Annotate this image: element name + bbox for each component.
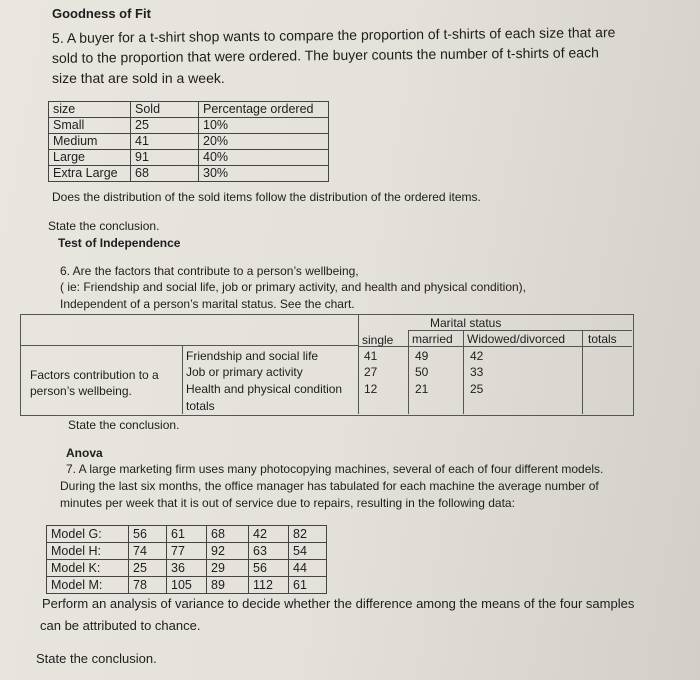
cell-value: 89 — [207, 577, 249, 594]
header-sold: Sold — [131, 102, 199, 118]
header-percentage: Percentage ordered — [199, 102, 329, 118]
cell-model: Model K: — [47, 560, 129, 577]
cell-value: 56 — [129, 526, 167, 543]
cell-value: 54 — [289, 543, 327, 560]
table-divider — [408, 330, 409, 414]
cell-model: Model H: — [47, 543, 129, 560]
cell-value: 25 — [129, 560, 167, 577]
cell-value: 36 — [167, 560, 207, 577]
cell-value: 112 — [249, 577, 289, 594]
cell-value: 78 — [129, 577, 167, 594]
section-title-goodness-of-fit: Goodness of Fit — [52, 6, 151, 21]
table-divider — [408, 330, 632, 331]
table-row — [49, 166, 329, 182]
cell-model: Model G: — [47, 526, 129, 543]
q7-question-line-1: Perform an analysis of variance to decide whether the difference among the means of the four samples — [42, 596, 635, 611]
table-row — [49, 150, 329, 166]
q6-conclusion: State the conclusion. — [68, 418, 180, 432]
cell-percentage: 10% — [199, 118, 329, 134]
header-widowed-divorced: Widowed/divorced — [467, 332, 566, 346]
cell-value: 61 — [289, 577, 327, 594]
table-divider — [463, 330, 464, 414]
cell-value: 92 — [207, 543, 249, 560]
header-married: married — [412, 332, 453, 346]
cell-value: 44 — [289, 560, 327, 577]
factor-friendship: Friendship and social life — [186, 349, 319, 363]
header-size: size — [49, 102, 131, 118]
q6-text-line-2: ( ie: Friendship and social life, job or primary activity, and health and physical condition), — [60, 280, 527, 294]
q5-text-line-1: 5. A buyer for a t-shirt shop wants to compare the proportion of t-shirts of each size that are — [51, 24, 616, 46]
table-row — [47, 577, 327, 594]
table-divider — [20, 345, 358, 346]
q5-question: Does the distribution of the sold items follow the distribution of the ordered items. — [52, 190, 481, 204]
q7-text-line-2: During the last six months, the office manager has tabulated for each machine the average number of — [60, 479, 599, 493]
header-single: single — [362, 333, 394, 347]
factor-health: Health and physical condition — [186, 382, 343, 396]
q7-conclusion: State the conclusion. — [36, 651, 157, 666]
cell-value: 68 — [207, 526, 249, 543]
table-divider — [582, 330, 583, 414]
table-row — [47, 526, 327, 543]
cell-sold: 91 — [131, 150, 199, 166]
header-marital-status: Marital status — [430, 316, 502, 330]
cell-size: Small — [49, 118, 131, 134]
table-divider — [182, 345, 183, 414]
table-row — [47, 560, 327, 577]
q7-model-table — [46, 525, 327, 594]
table-header-row — [49, 102, 329, 118]
cell-value: 74 — [129, 543, 167, 560]
cell-percentage: 30% — [199, 166, 329, 182]
cell-size: Medium — [49, 134, 131, 150]
cell-value: 21 — [415, 382, 429, 396]
row-label-line-2: person’s wellbeing. — [30, 384, 132, 398]
cell-sold: 25 — [131, 118, 199, 134]
table-row — [49, 134, 329, 150]
cell-value: 41 — [364, 349, 378, 363]
cell-value: 27 — [364, 365, 378, 379]
cell-value: 63 — [249, 543, 289, 560]
factor-job: Job or primary activity — [186, 365, 303, 379]
cell-size: Large — [49, 150, 131, 166]
cell-value: 42 — [470, 349, 484, 363]
q7-text-line-1: 7. A large marketing firm uses many photocopying machines, several of each of four different models. — [66, 462, 604, 476]
q6-text-line-3: Independent of a person’s marital status. See the chart. — [60, 297, 355, 311]
cell-value: 50 — [415, 365, 429, 379]
cell-value: 82 — [289, 526, 327, 543]
totals-row-label: totals — [186, 399, 215, 413]
cell-value: 29 — [207, 560, 249, 577]
cell-percentage: 40% — [199, 150, 329, 166]
q7-question-line-2: can be attributed to chance. — [40, 618, 201, 633]
row-label-line-1: Factors contribution to a — [30, 368, 159, 382]
q5-text-line-3: size that are sold in a week. — [52, 70, 225, 86]
q6-text-line-1: 6. Are the factors that contribute to a person’s wellbeing, — [60, 264, 359, 278]
cell-value: 12 — [364, 382, 378, 396]
cell-value: 49 — [415, 349, 429, 363]
cell-value: 105 — [167, 577, 207, 594]
header-totals: totals — [588, 332, 617, 346]
cell-value: 77 — [167, 543, 207, 560]
cell-sold: 68 — [131, 166, 199, 182]
table-row — [49, 118, 329, 134]
section-title-independence: Test of Independence — [58, 236, 181, 250]
table-divider — [358, 314, 359, 414]
cell-sold: 41 — [131, 134, 199, 150]
q7-text-line-3: minutes per week that it is out of service due to repairs, resulting in the following data: — [60, 496, 515, 510]
table-divider — [358, 346, 632, 347]
cell-model: Model M: — [47, 577, 129, 594]
cell-percentage: 20% — [199, 134, 329, 150]
q5-text-line-2: sold to the proportion that were ordered. The buyer counts the number of t-shirts of each — [51, 44, 599, 66]
cell-value: 42 — [249, 526, 289, 543]
cell-value: 25 — [470, 382, 484, 396]
q5-size-table — [48, 101, 329, 182]
table-row — [47, 543, 327, 560]
q5-conclusion: State the conclusion. — [48, 219, 160, 233]
cell-size: Extra Large — [49, 166, 131, 182]
cell-value: 56 — [249, 560, 289, 577]
section-title-anova: Anova — [66, 446, 103, 460]
cell-value: 33 — [470, 365, 484, 379]
cell-value: 61 — [167, 526, 207, 543]
